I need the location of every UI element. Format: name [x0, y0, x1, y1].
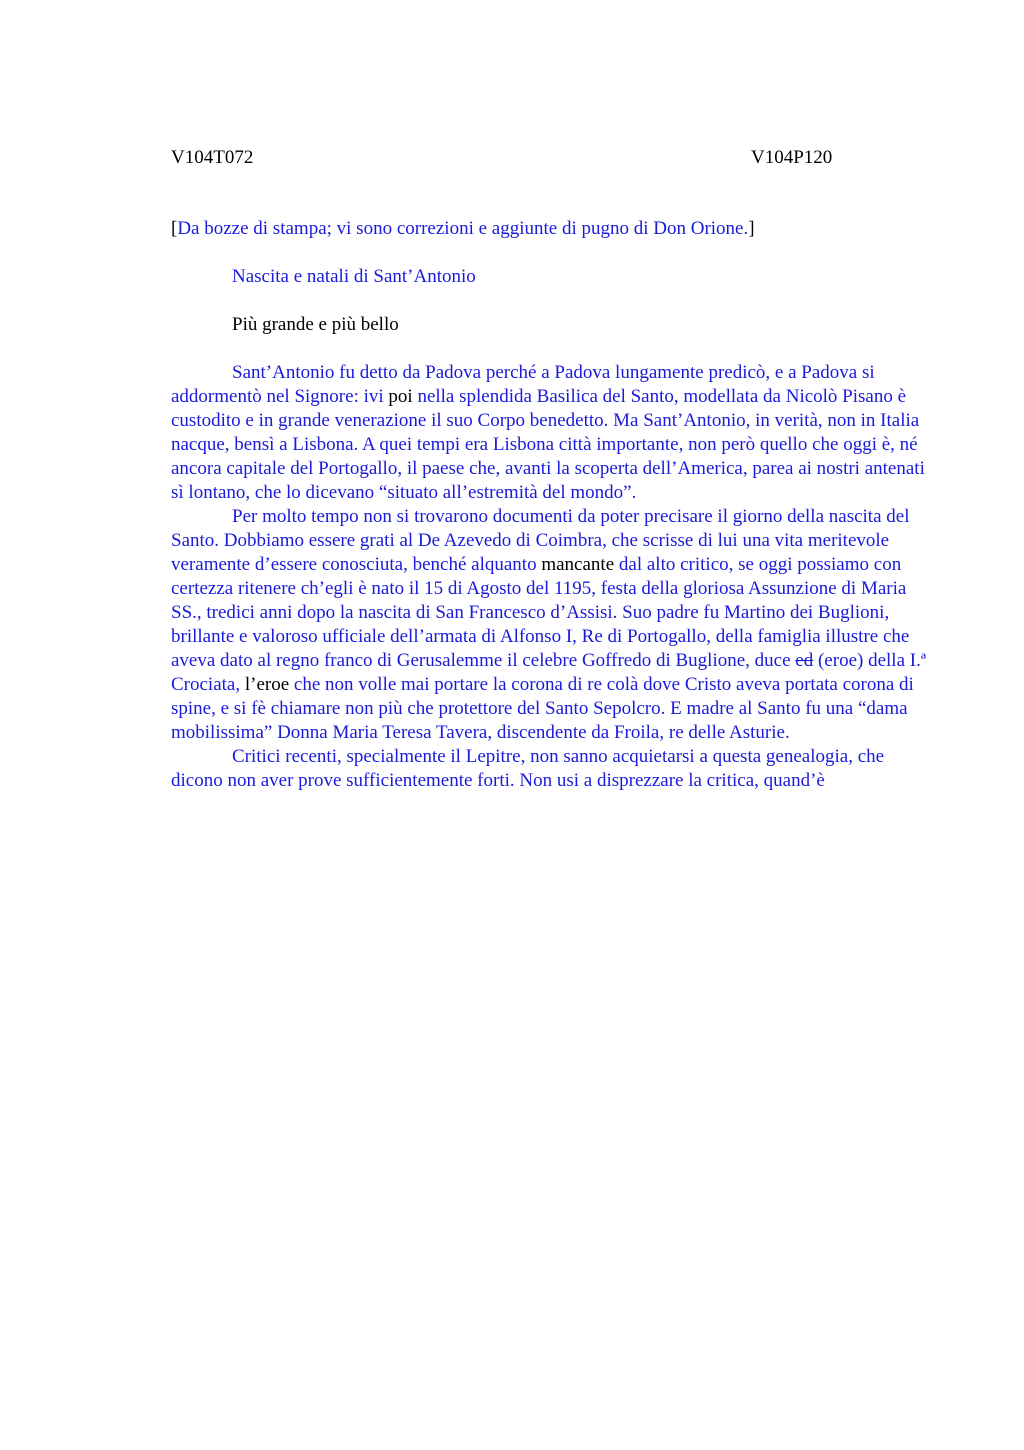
note-text: Da bozze di stampa; vi sono correzioni e aggiunte di pugno di Don Orione.: [177, 218, 749, 239]
p2-text-f: che non volle mai portare la corona di re colà dove Cristo aveva portata corona di spine, e si fè chiamare non più che protettore del Santo Sepolcro. E madre al Santo fu una “dama mobilissima” Donna Maria Teresa Tavera, discendente da Froila, re delle Asturie.: [171, 674, 914, 743]
editorial-note: [171, 217, 931, 241]
note-open-bracket: [: [171, 218, 178, 239]
paragraph-1: [171, 361, 931, 505]
p2-text-c: dal alto critico, se oggi possiamo con certezza ritenere ch’egli è nato il 15 di Agosto del 1195, festa della gloriosa Assunzione di Maria SS., tredici anni dopo la nascita di San Francesco d’Assisi. Suo padre fu Martino dei Buglioni, brillante e valoroso ufficiale dell’armata di Alfonso I, Re di Portogallo, della famiglia illustre che aveva dato al regno franco di Gerusalemme il celebre Goffredo di Buglione, duce: [171, 554, 910, 671]
p1-text-c: nella splendida Basilica del Santo, modellata da Nicolò Pisano è custodito e in grande venerazione il suo Corpo benedetto. Ma Sant’Antonio, in verità, non in Italia nacque, bensì a Lisbona. A quei tempi era Lisbona città importante, non però quello che oggi è, né ancora capitale del Portogallo, il paese che, avanti la scoperta dell’America, parea ai nostri antenati sì lontano, che lo dicevano “situato all’estremità del mondo”.: [171, 386, 925, 503]
header-right-code: V104P120: [751, 147, 833, 168]
note-close-bracket: ]: [748, 218, 755, 239]
paragraph-2: [171, 505, 931, 745]
p1-text-a: Sant’Antonio fu detto da Padova perché a Padova lungamente predicò, e a Padova si addormentò nel Signore: ivi: [171, 362, 875, 407]
header-left-code: V104T072: [171, 147, 254, 168]
paragraph-3: Critici recenti, specialmente il Lepitre, non sanno acquietarsi a questa genealogia, che dicono non aver prove sufficientemente forti. Non usi a disprezzare la critica, quand’è: [171, 746, 885, 791]
page-subtitle: Più grande e più bello: [232, 314, 399, 335]
p2-text-a: Per molto tempo non si trovarono documenti da poter precisare il giorno della nascita del Santo. Dobbiamo essere grati al De Azevedo di Coimbra, che scrisse di lui una vita meritevole veramente d’essere conosciuta, benché alquanto: [171, 506, 910, 575]
p2-correction-mancante: mancante: [541, 554, 615, 575]
page-title: Nascita e natali di Sant’Antonio: [232, 266, 476, 287]
p2-text-d: (eroe) della I.ª Crociata,: [171, 650, 927, 695]
p1-correction: poi: [383, 386, 418, 407]
p2-correction-eroe: l’eroe: [244, 674, 290, 695]
body-text: [171, 361, 931, 793]
p2-struck-word: ed: [795, 650, 814, 671]
